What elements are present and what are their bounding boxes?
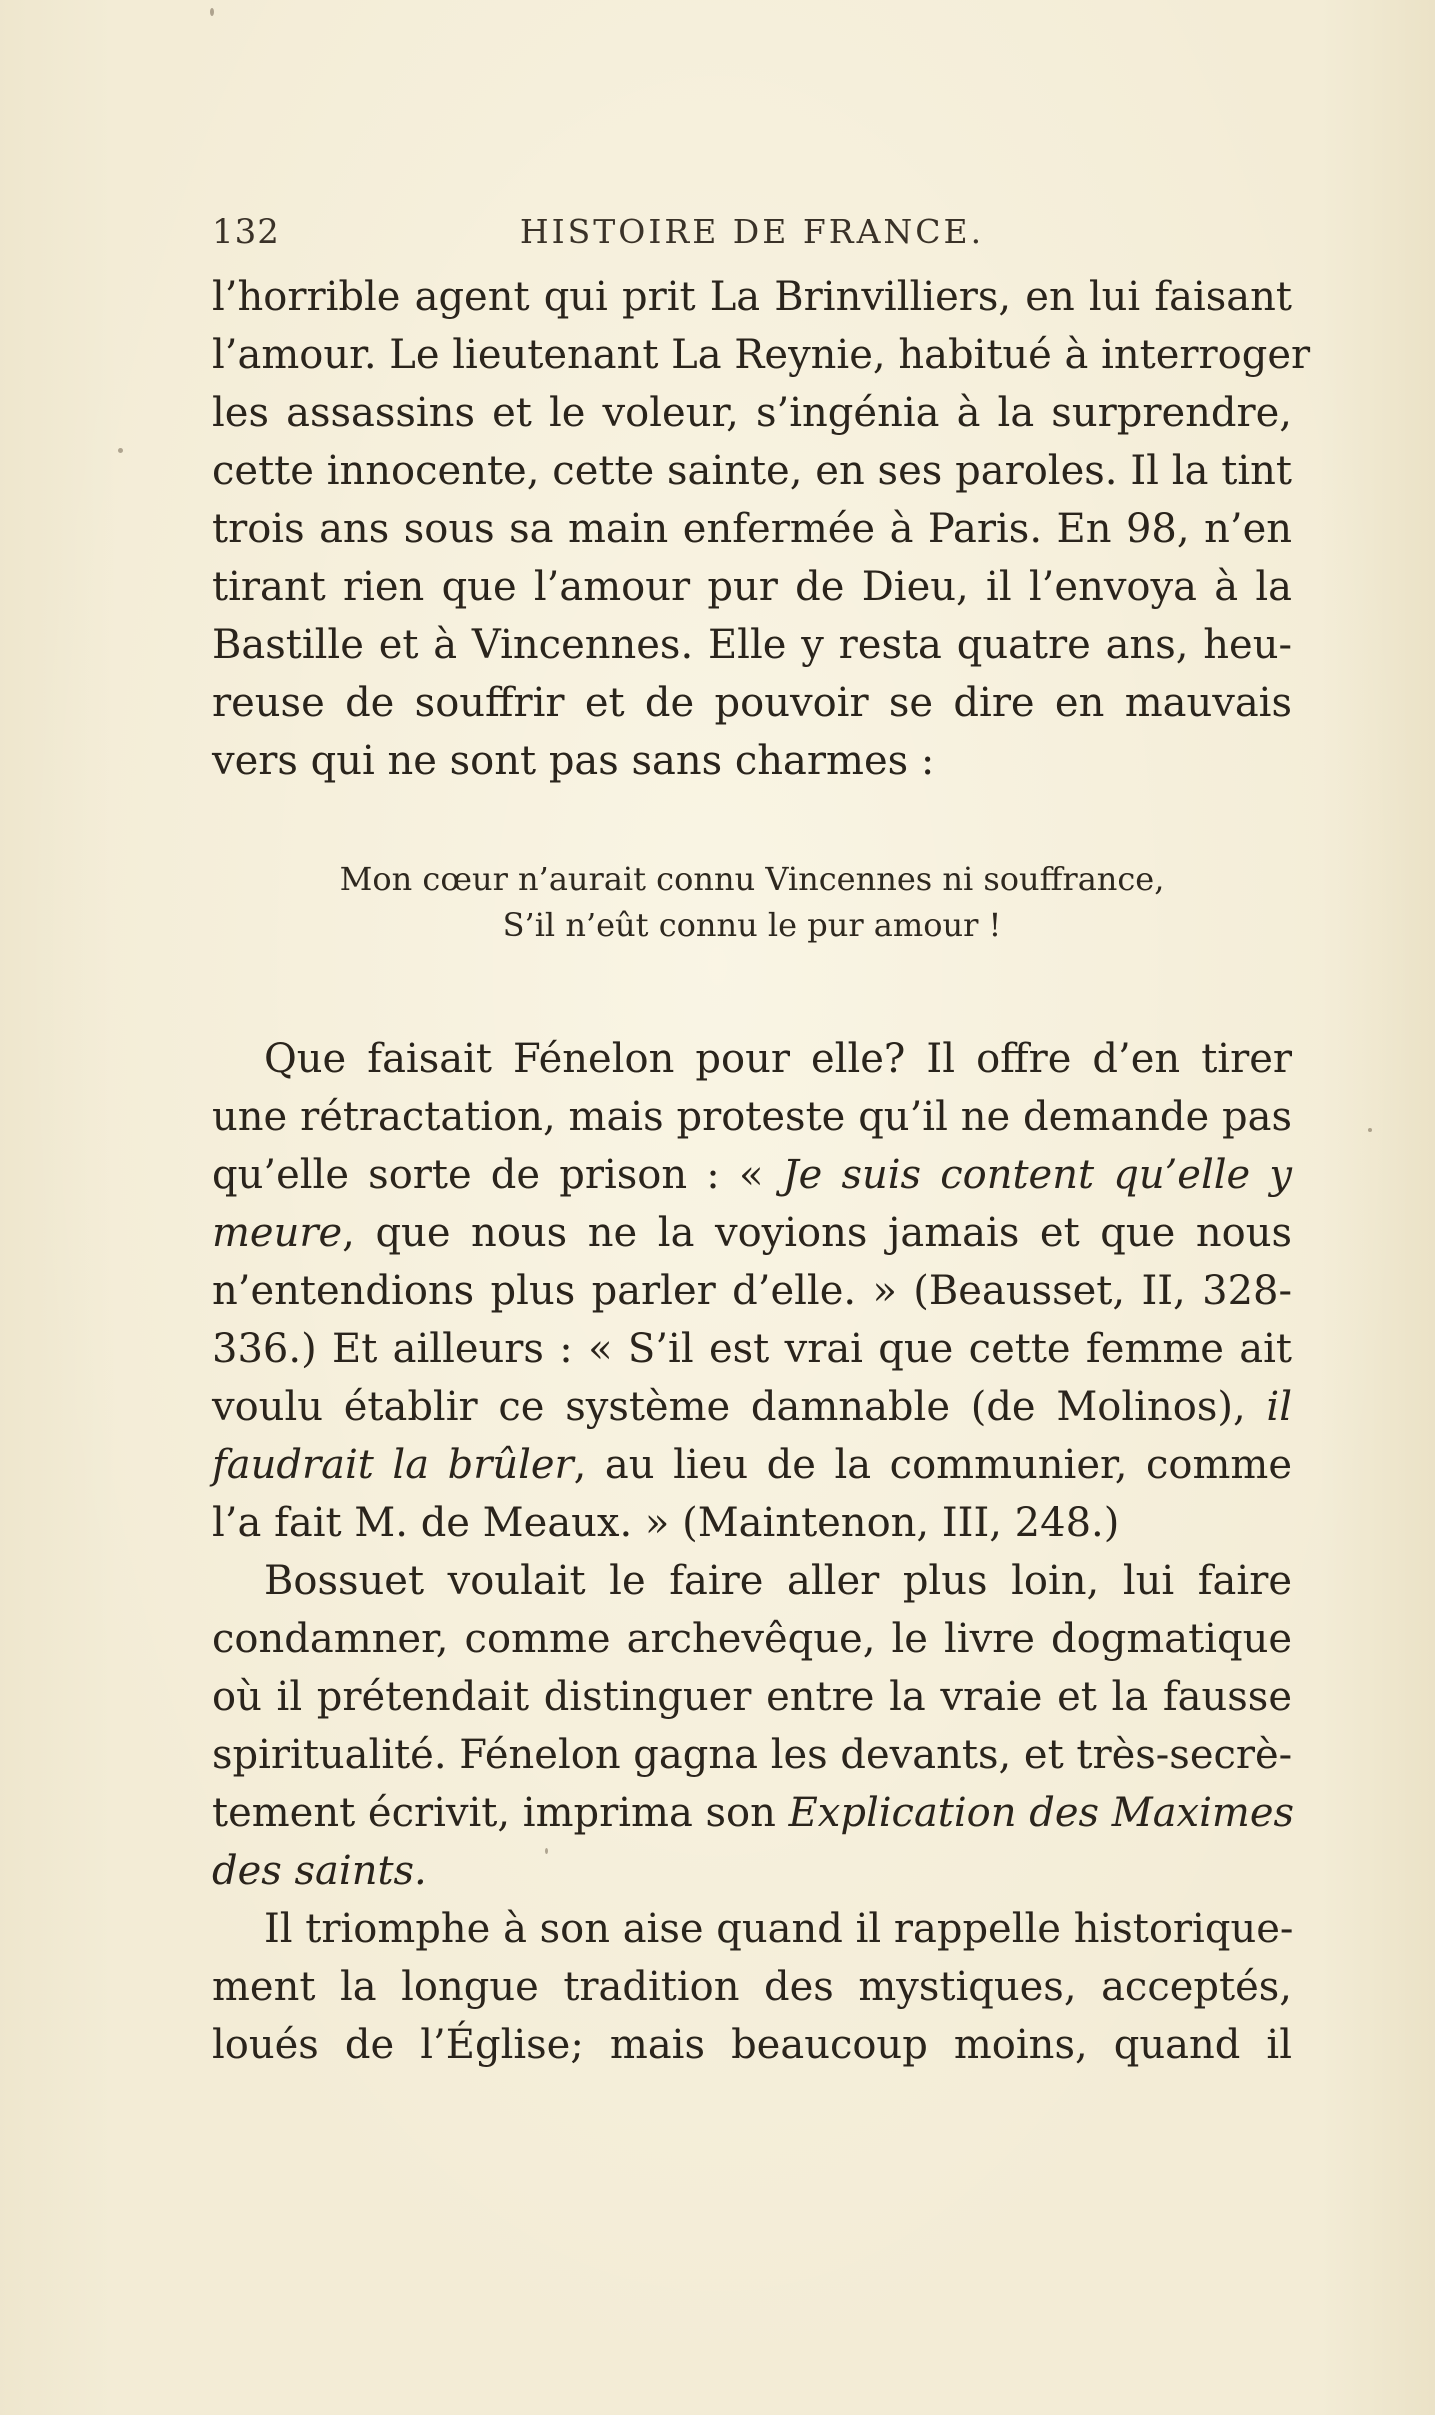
italic-run: des saints.: [212, 1848, 427, 1894]
verse-line: S’il n’eût connu le pur amour !: [502, 906, 1002, 944]
text-line: loués de l’Église; mais beaucoup moins, quand il: [212, 2022, 1292, 2068]
text-run: qu’elle sorte de prison : «: [212, 1152, 783, 1198]
text-line: trois ans sous sa main enfermée à Paris. En 98, n’en: [212, 506, 1292, 552]
text-line: l’a fait M. de Meaux. » (Maintenon, III, 248.): [212, 1500, 1120, 1546]
text-run: , que nous ne la voyions jamais et que nous: [342, 1210, 1292, 1256]
text-line: l’horrible agent qui prit La Brinvilliers, en lui faisant: [212, 274, 1292, 320]
verse-line: Mon cœur n’aurait connu Vincennes ni souffrance,: [339, 860, 1165, 898]
text-line: où il prétendait distinguer entre la vraie et la fausse: [212, 1674, 1292, 1720]
paper-speck: [545, 1848, 548, 1854]
running-title: HISTOIRE DE FRANCE.: [519, 212, 985, 251]
page-header: [212, 212, 1292, 256]
page-number: 132: [212, 212, 280, 252]
text-line: 336.) Et ailleurs : « S’il est vrai que cette femme ait: [212, 1326, 1292, 1372]
paper-speck: [1368, 1128, 1372, 1132]
text-run: voulu établir ce système damnable (de Molinos),: [212, 1384, 1267, 1430]
paragraph-1: [212, 268, 1311, 790]
text-line: [212, 1146, 1292, 1204]
text-run: tement écrivit, imprima son: [212, 1790, 789, 1836]
paragraph-3: [212, 1552, 1295, 1900]
text-line: tirant rien que l’amour pur de Dieu, il l’envoya à la: [212, 564, 1292, 610]
text-line: [212, 1784, 1295, 1842]
text-line: Bossuet voulait le faire aller plus loin, lui faire: [264, 1558, 1292, 1604]
verse-quotation: [212, 856, 1292, 948]
italic-run: faudrait la brûler: [212, 1442, 574, 1488]
text-line: l’amour. Le lieutenant La Reynie, habitué à interroger: [212, 332, 1311, 378]
text-run: , au lieu de la communier, comme: [573, 1442, 1293, 1488]
text-line: les assassins et le voleur, s’ingénia à la surprendre,: [212, 390, 1292, 436]
text-line: Bastille et à Vincennes. Elle y resta quatre ans, heu-: [212, 622, 1292, 668]
text-line: ment la longue tradition des mystiques, acceptés,: [212, 1964, 1292, 2010]
text-line: condamner, comme archevêque, le livre dogmatique: [212, 1616, 1292, 1662]
italic-run: il: [1266, 1384, 1292, 1430]
text-line: [212, 1436, 1292, 1494]
text-line: vers qui ne sont pas sans charmes :: [212, 738, 935, 784]
italic-run: Explication des Maximes: [788, 1790, 1295, 1836]
text-line: reuse de souffrir et de pouvoir se dire en mauvais: [212, 680, 1292, 726]
italic-run: meure: [212, 1210, 343, 1256]
text-line: n’entendions plus parler d’elle. » (Beausset, II, 328-: [212, 1268, 1292, 1314]
text-line: Que faisait Fénelon pour elle? Il offre d’en tirer: [264, 1036, 1292, 1082]
paper-speck: [210, 8, 214, 16]
text-line: [212, 1378, 1292, 1436]
italic-run: Je suis content qu’elle y: [782, 1152, 1292, 1198]
text-line: Il triomphe à son aise quand il rappelle historique-: [264, 1906, 1294, 1952]
text-line: spiritualité. Fénelon gagna les devants, et très-secrè-: [212, 1732, 1293, 1778]
text-line: une rétractation, mais proteste qu’il ne demande pas: [212, 1094, 1292, 1140]
text-line: cette innocente, cette sainte, en ses paroles. Il la tint: [212, 448, 1292, 494]
paragraph-2: [212, 1030, 1292, 1552]
paragraph-4: [212, 1900, 1292, 2074]
text-line: [212, 1204, 1292, 1262]
text-line: [212, 1842, 1292, 1900]
paper-speck: [118, 448, 123, 453]
